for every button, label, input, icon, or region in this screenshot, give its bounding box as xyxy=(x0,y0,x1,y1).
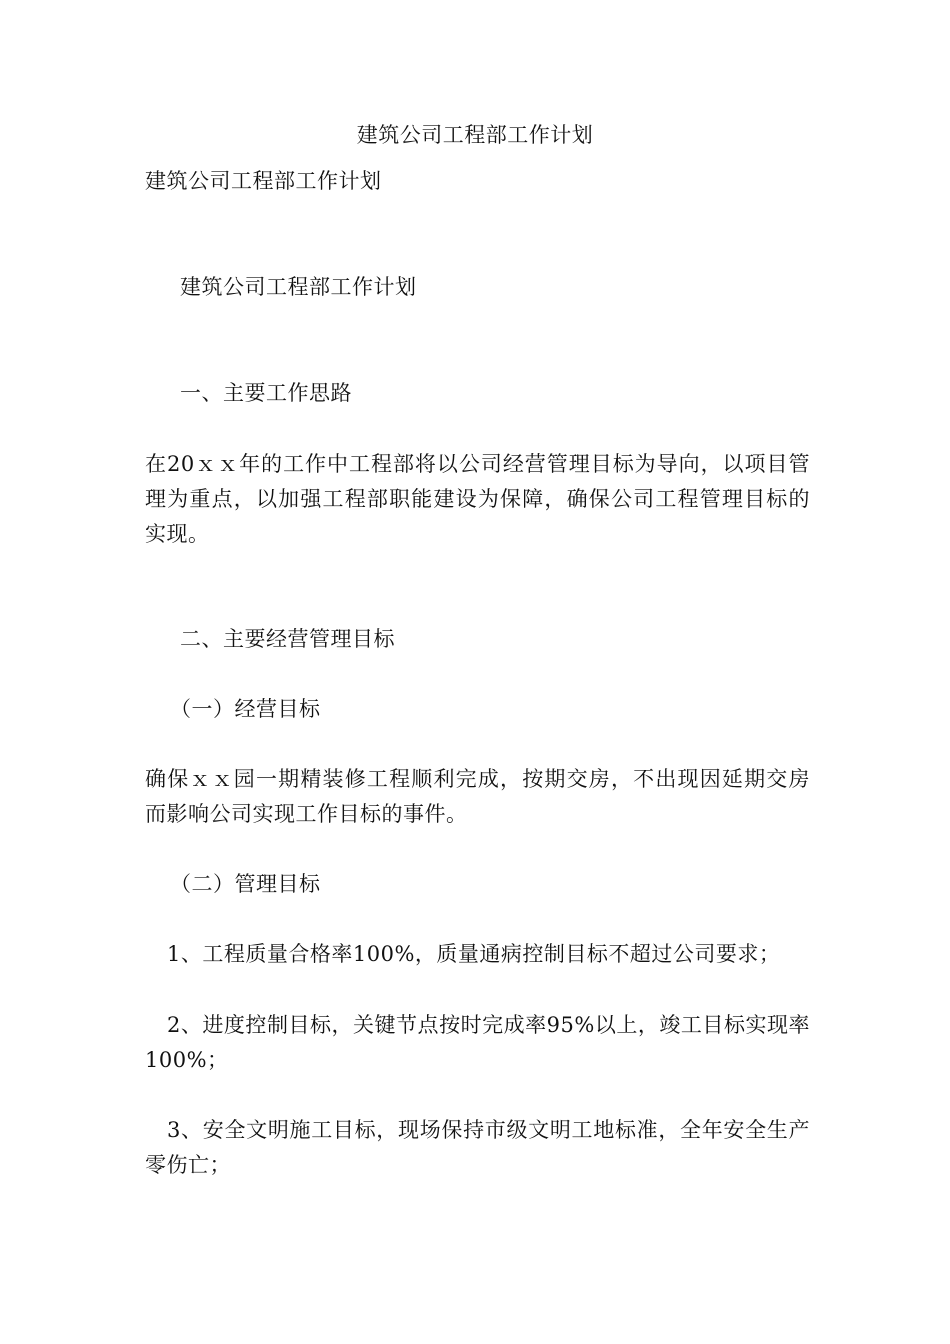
section2-sub1-body: 确保ｘｘ园一期精装修工程顺利完成，按期交房，不出现因延期交房而影响公司实现工作目标的事件。 xyxy=(145,767,810,826)
document-subtitle: 建筑公司工程部工作计划 xyxy=(145,169,382,193)
document-title: 建筑公司工程部工作计划 xyxy=(356,123,594,147)
section2-sub2-heading: （二）管理目标 xyxy=(170,872,321,896)
section2-sub1-heading: （一）经营目标 xyxy=(170,697,321,721)
section1-heading: 一、主要工作思路 xyxy=(180,381,352,405)
goal-item-1: 1、工程质量合格率100%，质量通病控制目标不超过公司要求； xyxy=(167,942,781,966)
section2-heading: 二、主要经营管理目标 xyxy=(180,627,395,651)
goal-item-2: 2、进度控制目标，关键节点按时完成率95%以上，竣工目标实现率100%； xyxy=(145,1013,810,1072)
document-heading-repeat: 建筑公司工程部工作计划 xyxy=(180,275,417,299)
goal-item-3: 3、安全文明施工目标，现场保持市级文明工地标准，全年安全生产零伤亡； xyxy=(145,1118,810,1177)
section1-body: 在20ｘｘ年的工作中工程部将以公司经营管理目标为导向，以项目管理为重点，以加强工程部职能建设为保障，确保公司工程管理目标的实现。 xyxy=(145,452,810,546)
